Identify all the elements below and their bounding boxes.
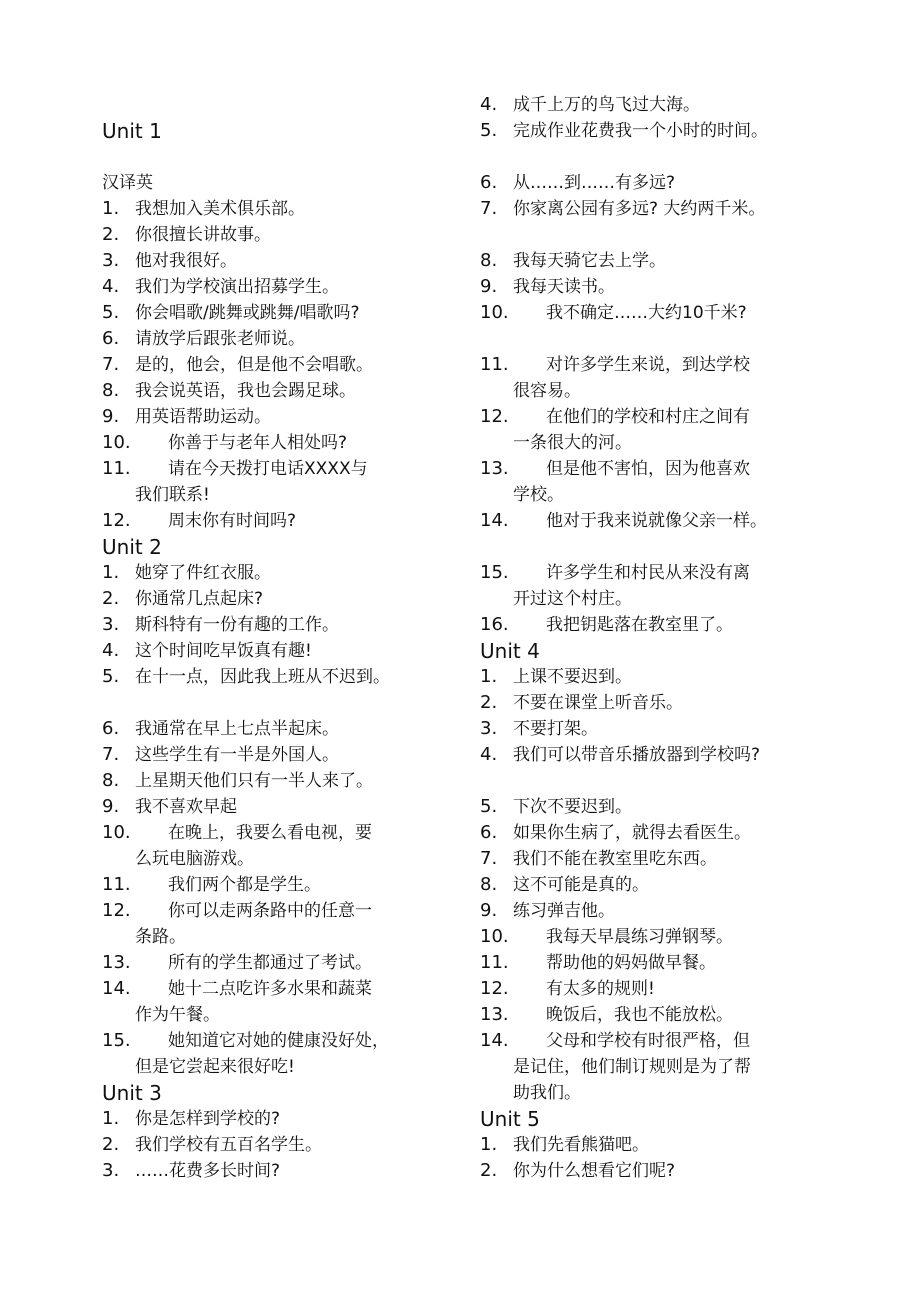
item-text: 我们可以带音乐播放器到学校吗?: [513, 745, 761, 765]
item-text: 不要打架。: [513, 719, 598, 739]
item-text: 我们不能在教室里吃东西。: [513, 849, 717, 869]
list-item: [102, 612, 462, 638]
item-text: 这些学生有一半是外国人。: [135, 745, 339, 765]
item-number: 6.: [480, 822, 498, 843]
item-text: 你善于与老年人相处吗?: [168, 433, 348, 453]
item-number: 10.: [480, 926, 509, 947]
item-number: 10.: [480, 302, 509, 323]
item-number: 3.: [102, 614, 120, 635]
item-text: 但是他不害怕，因为他喜欢: [546, 459, 750, 479]
item-number: 7.: [480, 848, 498, 869]
item-text: 从……到……有多远?: [513, 173, 676, 193]
list-item: [102, 976, 462, 1002]
item-text: 用英语帮助运动。: [135, 407, 271, 427]
list-item: [102, 430, 462, 456]
list-item: [102, 508, 462, 534]
spacer: [480, 534, 900, 560]
item-text-continued: 开过这个村庄。: [513, 589, 632, 609]
item-number: 8.: [102, 380, 120, 401]
item-text-continued: 作为午餐。: [135, 1005, 220, 1025]
item-text: 我每天读书。: [513, 277, 615, 297]
list-item: [102, 222, 462, 248]
unit-3-heading: Unit 3: [102, 1081, 162, 1105]
item-text: 完成作业花费我一个小时的时间。: [513, 121, 768, 141]
list-item: [480, 508, 900, 534]
unit-2-heading: Unit 2: [102, 535, 162, 559]
item-number: 8.: [480, 250, 498, 271]
item-number: 6.: [102, 718, 120, 739]
item-number: 11.: [480, 952, 509, 973]
item-text: 我不确定……大约10千米?: [546, 303, 747, 323]
spacer: [480, 222, 900, 248]
list-item: [102, 664, 462, 690]
list-item: [102, 950, 462, 976]
item-text: 我们两个都是学生。: [168, 875, 321, 895]
item-text: 他对我很好。: [135, 251, 237, 271]
item-number: 12.: [480, 978, 509, 999]
item-number: 5.: [480, 796, 498, 817]
item-text: 在晚上，我要么看电视，要: [168, 823, 372, 843]
item-number: 3.: [480, 718, 498, 739]
item-text: 在十一点，因此我上班从不迟到。: [135, 667, 390, 687]
list-item: [102, 1132, 462, 1158]
list-item: [102, 742, 462, 768]
item-text-continued: 条路。: [135, 927, 186, 947]
list-item: [480, 404, 900, 430]
list-item: [480, 1028, 900, 1054]
item-text: 我每天早晨练习弹钢琴。: [546, 927, 733, 947]
list-item: [480, 976, 900, 1002]
item-number: 4.: [480, 94, 498, 115]
item-number: 12.: [102, 900, 131, 921]
item-number: 6.: [102, 328, 120, 349]
list-item: [102, 794, 462, 820]
item-number: 10.: [102, 822, 131, 843]
item-number: 2.: [102, 1134, 120, 1155]
list-item: [480, 1132, 900, 1158]
item-number: 14.: [102, 978, 131, 999]
item-number: 10.: [102, 432, 131, 453]
item-text: 这不可能是真的。: [513, 875, 649, 895]
item-number: 1.: [480, 1134, 498, 1155]
item-text-continued: 学校。: [513, 485, 564, 505]
item-text: 我把钥匙落在教室里了。: [546, 615, 733, 635]
item-number: 3.: [102, 250, 120, 271]
list-item: [480, 898, 900, 924]
list-item: [480, 664, 900, 690]
item-number: 9.: [480, 276, 498, 297]
item-text: 你家离公园有多远? 大约两千米。: [513, 199, 766, 219]
item-number: 1.: [102, 198, 120, 219]
list-item: [480, 560, 900, 586]
list-item: [480, 196, 900, 222]
item-number: 3.: [102, 1160, 120, 1181]
list-item: [480, 612, 900, 638]
item-number: 14.: [480, 510, 509, 531]
left-column: [102, 92, 462, 1184]
item-text: 请在今天拨打电话XXXX与: [168, 459, 368, 479]
list-item: [102, 820, 462, 846]
list-item: [480, 274, 900, 300]
list-item: [102, 326, 462, 352]
list-item: [480, 950, 900, 976]
item-text: 我不喜欢早起: [135, 797, 237, 817]
item-number: 2.: [480, 1160, 498, 1181]
item-text: 练习弹吉他。: [513, 901, 615, 921]
item-number: 7.: [102, 744, 120, 765]
item-text: 我们学校有五百名学生。: [135, 1135, 322, 1155]
item-number: 8.: [480, 874, 498, 895]
item-number: 1.: [480, 666, 498, 687]
item-number: 13.: [480, 458, 509, 479]
item-text: 请放学后跟张老师说。: [135, 329, 305, 349]
list-item: [480, 170, 900, 196]
item-text: 有太多的规则!: [546, 979, 655, 999]
item-text: 成千上万的鸟飞过大海。: [513, 95, 700, 115]
item-number: 2.: [102, 224, 120, 245]
item-text: 她十二点吃许多水果和蔬菜: [168, 979, 372, 999]
list-item: [480, 248, 900, 274]
right-column: [480, 92, 900, 1184]
list-item: [102, 872, 462, 898]
list-item: [480, 690, 900, 716]
item-number: 16.: [480, 614, 509, 635]
list-item: [102, 1158, 462, 1184]
list-item: [480, 92, 900, 118]
item-text: 周末你有时间吗?: [168, 511, 297, 531]
list-item: [102, 300, 462, 326]
spacer: [480, 144, 900, 170]
item-number: 12.: [480, 406, 509, 427]
list-item: [480, 716, 900, 742]
list-item: [102, 638, 462, 664]
list-item: [102, 196, 462, 222]
list-item: [480, 872, 900, 898]
list-item: [102, 378, 462, 404]
item-text: 这个时间吃早饭真有趣!: [135, 641, 312, 661]
item-number: 9.: [480, 900, 498, 921]
item-text-continued: 助我们。: [513, 1083, 581, 1103]
item-number: 12.: [102, 510, 131, 531]
list-item: [102, 560, 462, 586]
list-item: [102, 248, 462, 274]
item-text-continued: 么玩电脑游戏。: [135, 849, 254, 869]
item-number: 4.: [102, 276, 120, 297]
list-item: [480, 352, 900, 378]
item-number: 6.: [480, 172, 498, 193]
item-text-continued: 是记住，他们制订规则是为了帮: [513, 1057, 751, 1077]
item-number: 15.: [480, 562, 509, 583]
item-text: 对许多学生来说，到达学校: [546, 355, 750, 375]
item-text: 是的，他会，但是他不会唱歌。: [135, 355, 373, 375]
item-number: 11.: [102, 874, 131, 895]
list-item: [480, 924, 900, 950]
list-item: [480, 846, 900, 872]
list-item: [102, 716, 462, 742]
item-number: 14.: [480, 1030, 509, 1051]
item-text: 帮助他的妈妈做早餐。: [546, 953, 716, 973]
item-text: 我想加入美术俱乐部。: [135, 199, 305, 219]
list-item: [102, 768, 462, 794]
item-text: 如果你生病了，就得去看医生。: [513, 823, 751, 843]
item-number: 2.: [480, 692, 498, 713]
unit-5-heading: Unit 5: [480, 1107, 540, 1131]
unit-4-heading: Unit 4: [480, 639, 540, 663]
item-text: 所有的学生都通过了考试。: [168, 953, 372, 973]
list-item: [480, 742, 900, 768]
item-text: 你会唱歌/跳舞或跳舞/唱歌吗?: [135, 303, 360, 323]
item-text: 我会说英语，我也会踢足球。: [135, 381, 356, 401]
item-text: ……花费多长时间?: [135, 1161, 281, 1181]
item-text: 你可以走两条路中的任意一: [168, 901, 372, 921]
item-text: 晚饭后，我也不能放松。: [546, 1005, 733, 1025]
item-text: 上星期天他们只有一半人来了。: [135, 771, 373, 791]
item-number: 1.: [102, 562, 120, 583]
item-number: 7.: [102, 354, 120, 375]
list-item: [480, 794, 900, 820]
list-item: [102, 898, 462, 924]
item-text: 在他们的学校和村庄之间有: [546, 407, 750, 427]
item-text: 我每天骑它去上学。: [513, 251, 666, 271]
item-number: 13.: [102, 952, 131, 973]
spacer: [102, 690, 462, 716]
list-item: [102, 456, 462, 482]
list-item: [102, 352, 462, 378]
section-label: 汉译英: [102, 173, 153, 193]
list-item: [480, 1002, 900, 1028]
item-text: 她知道它对她的健康没好处，: [168, 1031, 389, 1051]
item-number: 9.: [102, 406, 120, 427]
item-number: 11.: [102, 458, 131, 479]
item-number: 5.: [102, 666, 120, 687]
item-text-continued: 很容易。: [513, 381, 581, 401]
item-text: 上课不要迟到。: [513, 667, 632, 687]
list-item: [480, 1158, 900, 1184]
item-text: 许多学生和村民从来没有离: [546, 563, 750, 583]
item-number: 8.: [102, 770, 120, 791]
spacer: [480, 768, 900, 794]
list-item: [480, 118, 900, 144]
spacer: [480, 326, 900, 352]
item-text: 你是怎样到学校的?: [135, 1109, 281, 1129]
list-item: [480, 820, 900, 846]
item-text: 她穿了件红衣服。: [135, 563, 271, 583]
item-number: 15.: [102, 1030, 131, 1051]
item-text: 斯科特有一份有趣的工作。: [135, 615, 339, 635]
item-text: 他对于我来说就像父亲一样。: [546, 511, 767, 531]
item-text: 下次不要迟到。: [513, 797, 632, 817]
list-item: [102, 1106, 462, 1132]
item-number: 13.: [480, 1004, 509, 1025]
list-item: [480, 300, 900, 326]
item-number: 1.: [102, 1108, 120, 1129]
item-text: 你很擅长讲故事。: [135, 225, 271, 245]
list-item: [480, 456, 900, 482]
item-number: 4.: [102, 640, 120, 661]
item-number: 11.: [480, 354, 509, 375]
item-text: 我们先看熊猫吧。: [513, 1135, 649, 1155]
item-number: 4.: [480, 744, 498, 765]
item-number: 7.: [480, 198, 498, 219]
item-text: 你为什么想看它们呢?: [513, 1161, 676, 1181]
list-item: [102, 274, 462, 300]
unit-1-heading: Unit 1: [102, 119, 162, 143]
item-number: 5.: [102, 302, 120, 323]
item-text: 不要在课堂上听音乐。: [513, 693, 683, 713]
item-text-continued: 但是它尝起来很好吃!: [135, 1057, 295, 1077]
list-item: [102, 586, 462, 612]
item-text: 你通常几点起床?: [135, 589, 264, 609]
item-text: 我们为学校演出招募学生。: [135, 277, 339, 297]
item-text: 我通常在早上七点半起床。: [135, 719, 339, 739]
item-number: 2.: [102, 588, 120, 609]
item-text-continued: 一条很大的河。: [513, 433, 632, 453]
item-number: 5.: [480, 120, 498, 141]
item-text-continued: 我们联系!: [135, 485, 210, 505]
item-number: 9.: [102, 796, 120, 817]
list-item: [102, 404, 462, 430]
item-text: 父母和学校有时很严格，但: [546, 1031, 750, 1051]
list-item: [102, 1028, 462, 1054]
